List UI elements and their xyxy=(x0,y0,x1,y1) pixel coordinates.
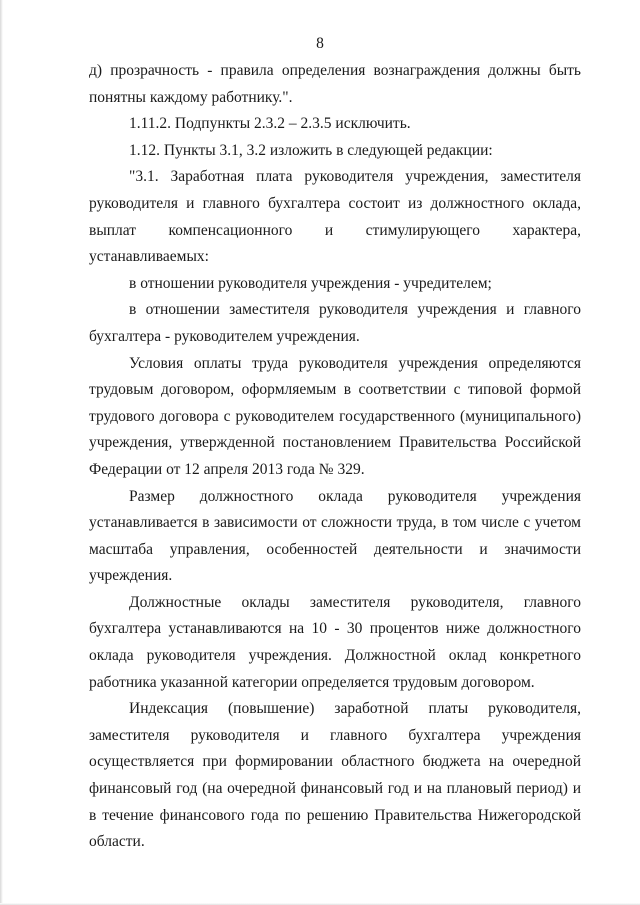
page-number: 8 xyxy=(316,35,324,52)
paragraph-deputy-head: в отношении заместителя руководителя учреждения и главного бухгалтера - руководителем учреждения. xyxy=(89,301,581,345)
paragraph-pay-conditions: Условия оплаты труда руководителя учреждения определяются трудовым договором, оформляемым в соответствии с типовой формой трудового договора с руководителем государственного (муниципального) учреждения, утвержденной постановлением Правительства Российской Федерации от 12 апреля 2013 года № 329. xyxy=(89,354,581,478)
paragraph-head-founder: в отношении руководителя учреждения - учредителем; xyxy=(129,274,492,292)
paragraph-indexation: Индексация (повышение) заработной платы руководителя, заместителя руководителя и главного бухгалтера учреждения осуществляется при формировании областного бюджета на очередной финансовый год (на очередной финансовый год и на плановый период) и в течение финансового года по решению Правительства Нижегородской области. xyxy=(89,700,581,851)
paragraph-1-11-2: 1.11.2. Подпункты 2.3.2 – 2.3.5 исключить. xyxy=(129,115,411,133)
scan-edge-left xyxy=(0,0,3,905)
paragraph-transparency: д) прозрачность - правила определения вознаграждения должны быть понятны каждому работнику.". xyxy=(89,62,581,106)
paragraph-salary-size: Размер должностного оклада руководителя учреждения устанавливается в зависимости от сложности труда, в том числе с учетом масштаба управления, особенностей деятельности и значимости учреждения. xyxy=(89,487,581,585)
document-body xyxy=(89,58,581,856)
paragraph-3-1: "3.1. Заработная плата руководителя учреждения, заместителя руководителя и главного бухгалтера состоит из должностного оклада, выплат компенсационного и стимулирующего характера, устанавливаемых: xyxy=(89,168,581,266)
paragraph-deputy-salaries: Должностные оклады заместителя руководителя, главного бухгалтера устанавливаются на 10 - 30 процентов ниже должностного оклада руководителя учреждения. Должностной оклад конкретного работника указанной категории определяется трудовым договором. xyxy=(89,593,581,691)
paragraph-1-12: 1.12. Пункты 3.1, 3.2 изложить в следующей редакции: xyxy=(129,141,493,159)
